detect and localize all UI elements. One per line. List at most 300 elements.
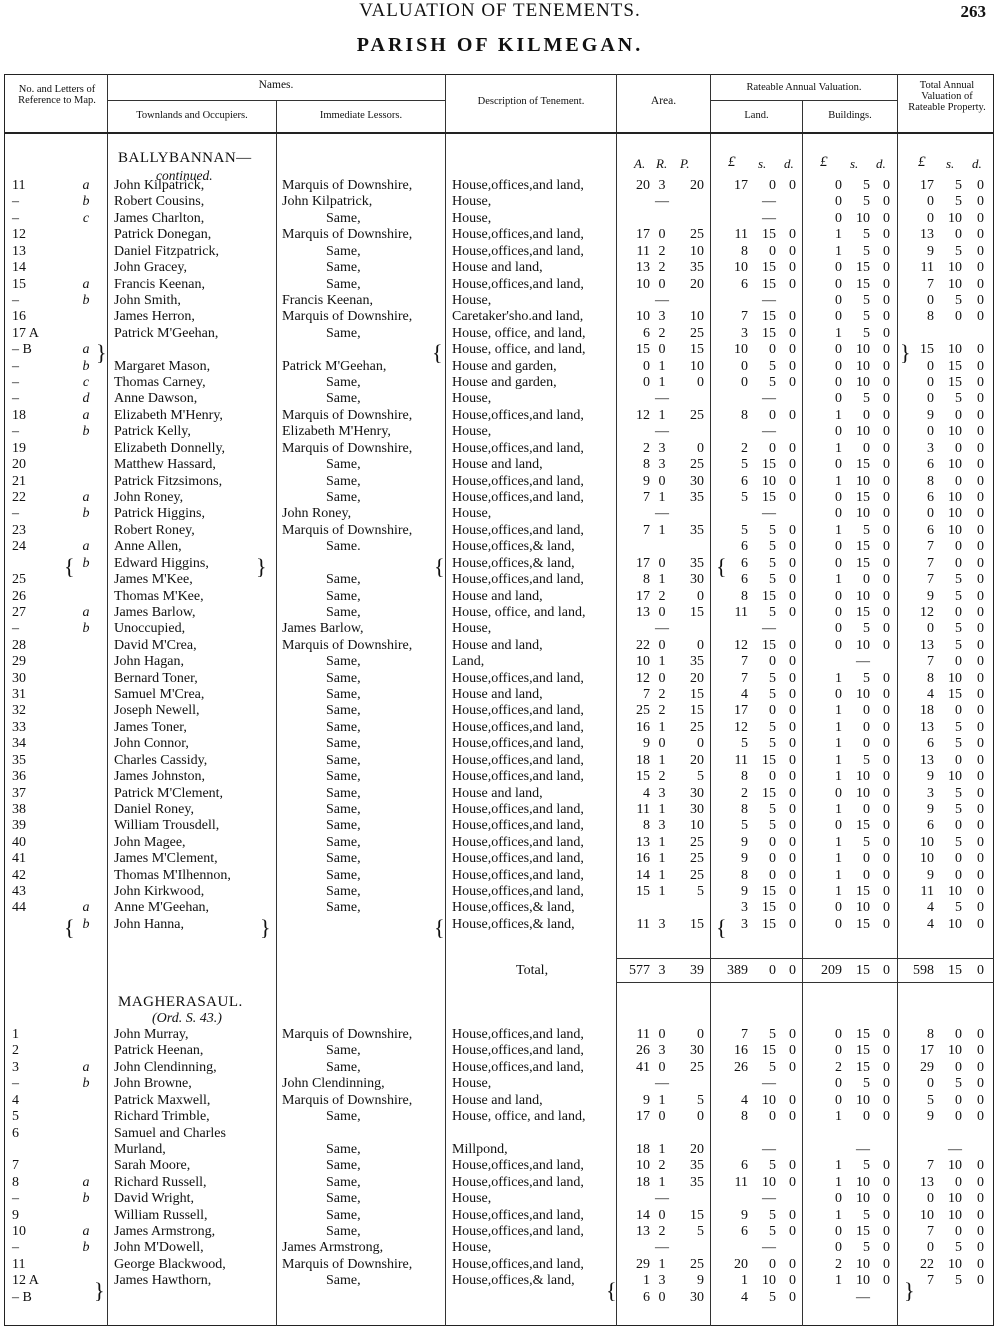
occupier: John Hanna,	[114, 916, 184, 932]
ref-letter: c	[82, 375, 90, 391]
area-roods: 0	[658, 227, 666, 243]
area-roods: 1	[658, 654, 666, 670]
total-pence: 0	[977, 473, 984, 489]
area-roods: —	[655, 1191, 669, 1207]
ref-number: 2	[12, 1043, 19, 1059]
area-roods: 1	[658, 1092, 666, 1108]
ref-letter: a	[82, 539, 90, 555]
table-row	[0, 326, 1000, 342]
area-roods: —	[655, 424, 669, 440]
total-pence: 0	[977, 358, 984, 374]
buildings-pounds: 1	[835, 670, 842, 686]
lessor: Same,	[326, 604, 361, 620]
ref-number: –	[12, 358, 19, 374]
area-acres: 12	[636, 670, 650, 686]
lessor: Same,	[326, 769, 361, 785]
land-pounds: 3	[741, 916, 748, 932]
total-pounds: 7	[927, 539, 934, 555]
land-shillings: 0	[769, 243, 776, 259]
brace-mark: {	[716, 915, 727, 940]
land-pence: 0	[789, 818, 796, 834]
total-pounds: 9	[927, 1109, 934, 1125]
buildings-pounds: 1	[835, 473, 842, 489]
total-pence: 0	[977, 506, 984, 522]
ref-number: 11	[12, 178, 26, 193]
land-shillings: 5	[769, 1207, 776, 1223]
col-header-lessors: Immediate Lessors.	[319, 110, 403, 121]
area-acres: 17	[636, 555, 650, 571]
lessor: Same,	[326, 736, 361, 752]
occupier: John Murray,	[114, 1027, 189, 1042]
land-shillings: 15	[762, 588, 776, 604]
table-row	[0, 309, 1000, 325]
buildings-shillings: 10	[856, 210, 870, 226]
occupier: George Blackwood,	[114, 1256, 226, 1272]
buildings-pounds: 0	[835, 358, 842, 374]
land-pence: 0	[789, 522, 796, 538]
area-perches: 10	[690, 818, 704, 834]
land-pounds: 7	[741, 309, 748, 325]
area-perches: 0	[697, 375, 704, 391]
table-row	[0, 638, 1000, 654]
land-pounds: 7	[741, 654, 748, 670]
lessor: Same,	[326, 818, 361, 834]
total-pence: 0	[977, 1207, 984, 1223]
description: House,	[452, 506, 492, 522]
land-pence: 0	[789, 654, 796, 670]
lessor: Same,	[326, 260, 361, 276]
land-pence: 0	[789, 1158, 796, 1174]
lessor: James Barlow,	[282, 621, 364, 637]
area-perches: 30	[690, 1289, 704, 1305]
area-perches: 30	[690, 1043, 704, 1059]
total-pence: 0	[977, 276, 984, 292]
buildings-shillings: 5	[863, 670, 870, 686]
total-shillings: 0	[955, 1224, 962, 1240]
total-pounds: 7	[927, 555, 934, 571]
land-pounds: 8	[741, 407, 748, 423]
total-pence: 0	[977, 1027, 984, 1042]
buildings-pounds: 1	[835, 1273, 842, 1289]
total-pounds: 8	[927, 1027, 934, 1042]
buildings-pounds: 0	[835, 637, 842, 653]
buildings-shillings: 15	[856, 260, 870, 276]
ref-number: 44	[12, 900, 26, 916]
table-row	[0, 359, 1000, 375]
area-roods: —	[655, 506, 669, 522]
buildings-pounds: 2	[835, 1256, 842, 1272]
total-shillings: 10	[948, 670, 962, 686]
buildings-pence: 0	[883, 752, 890, 768]
total-pounds: 0	[927, 210, 934, 226]
total-total-pence: 0	[977, 963, 984, 978]
total-shillings: 5	[955, 243, 962, 259]
land-pounds: 5	[741, 818, 748, 834]
total-pence: 0	[977, 457, 984, 473]
total-pence: 0	[977, 424, 984, 440]
total-shillings: 5	[955, 736, 962, 752]
ref-letter: a	[82, 407, 90, 423]
area-roods: 0	[658, 342, 666, 358]
occupier: Patrick M'Clement,	[114, 785, 224, 801]
lessor: Same,	[326, 457, 361, 473]
buildings-pounds: 0	[835, 621, 842, 637]
lessor: Marquis of Downshire,	[282, 178, 413, 193]
occupier: Patrick Maxwell,	[114, 1092, 211, 1108]
land-pounds: 7	[741, 670, 748, 686]
ref-number: 12 A	[12, 1273, 39, 1289]
table-row	[0, 539, 1000, 555]
occupier: John Kilpatrick,	[114, 178, 205, 193]
table-row	[0, 1290, 1000, 1306]
total-shillings: 10	[948, 1207, 962, 1223]
buildings-pence: 0	[883, 1076, 890, 1092]
area-acres: 14	[636, 867, 650, 883]
land-pounds: 11	[734, 1174, 748, 1190]
land-shillings: 5	[769, 555, 776, 571]
description: House,	[452, 292, 492, 308]
buildings-shillings: 5	[863, 292, 870, 308]
land-shillings: —	[762, 391, 776, 407]
description: House,	[452, 424, 492, 440]
buildings-pounds: 1	[835, 834, 842, 850]
land-pence: 0	[789, 769, 796, 785]
area-perches: 30	[690, 473, 704, 489]
buildings-pounds: 0	[835, 260, 842, 276]
description: House,	[452, 1191, 492, 1207]
table-row	[0, 1158, 1000, 1174]
buildings-shillings: 0	[863, 572, 870, 588]
ref-letter: b	[82, 1076, 90, 1092]
area-roods: 1	[658, 884, 666, 900]
lessor: Same,	[326, 276, 361, 292]
buildings-shillings: 15	[856, 1027, 870, 1042]
buildings-shillings: 10	[856, 1273, 870, 1289]
area-acres: 9	[643, 736, 650, 752]
lessor: Same,	[326, 325, 361, 341]
occupier: Patrick Fitzsimons,	[114, 473, 223, 489]
total-pence: 0	[977, 227, 984, 243]
buildings-pence: 0	[883, 834, 890, 850]
total-pence: 0	[977, 489, 984, 505]
land-pounds: 5	[741, 736, 748, 752]
total-shillings: 0	[955, 473, 962, 489]
buildings-pence: 0	[883, 572, 890, 588]
buildings-shillings: 10	[856, 424, 870, 440]
area-perches: 0	[697, 736, 704, 752]
occupier: Thomas M'Ilhennon,	[114, 867, 231, 883]
ref-letter: a	[82, 1059, 90, 1075]
table-row	[0, 917, 1000, 933]
land-shillings: 15	[762, 276, 776, 292]
lessor: Same,	[326, 1273, 361, 1289]
buildings-pence: 0	[883, 194, 890, 210]
running-title: VALUATION OF TENEMENTS.	[359, 0, 641, 21]
buildings-pence: 0	[883, 243, 890, 259]
lessor: Patrick M'Geehan,	[282, 358, 387, 374]
total-pounds: 13	[920, 719, 934, 735]
area-perches: 35	[690, 260, 704, 276]
land-pounds: 12	[734, 719, 748, 735]
buildings-shillings: 0	[863, 867, 870, 883]
occupier: Daniel Roney,	[114, 801, 194, 817]
total-pence: 0	[977, 1043, 984, 1059]
buildings-pounds: 0	[835, 342, 842, 358]
buildings-pence: 0	[883, 555, 890, 571]
ref-number: –	[12, 1240, 19, 1256]
land-pence: 0	[789, 851, 796, 867]
ref-number: 7	[12, 1158, 19, 1174]
lessor: Marquis of Downshire,	[282, 309, 413, 325]
lessor: Same,	[326, 588, 361, 604]
total-pence: 0	[977, 375, 984, 391]
land-shillings: —	[762, 1191, 776, 1207]
land-pence: 0	[789, 407, 796, 423]
description: House,	[452, 1240, 492, 1256]
description: House and garden,	[452, 375, 557, 391]
buildings-pounds: 0	[835, 588, 842, 604]
ref-number: 38	[12, 801, 26, 817]
land-pence: 0	[789, 785, 796, 801]
total-shillings: 0	[955, 1027, 962, 1042]
description: House,offices,& land,	[452, 916, 575, 932]
area-acres: 0	[643, 358, 650, 374]
col-header-description: Description of Tenement.	[477, 96, 585, 107]
land-shillings: —	[762, 506, 776, 522]
total-pence: 0	[977, 440, 984, 456]
total-pence: 0	[977, 785, 984, 801]
table-row	[0, 720, 1000, 736]
total-shillings: 5	[955, 785, 962, 801]
table-row	[0, 1027, 1000, 1043]
lessor: Same,	[326, 884, 361, 900]
area-acres: 18	[636, 1141, 650, 1157]
occupier: Sarah Moore,	[114, 1158, 191, 1174]
area-acres: 14	[636, 1207, 650, 1223]
total-pence: 0	[977, 1224, 984, 1240]
occupier: James Barlow,	[114, 604, 196, 620]
ref-number: –	[12, 292, 19, 308]
ref-number: 12	[12, 227, 26, 243]
buildings-pence: 0	[883, 473, 890, 489]
table-row	[0, 1191, 1000, 1207]
buildings-shillings: 5	[863, 522, 870, 538]
buildings-pence: 0	[883, 309, 890, 325]
land-shillings: 0	[769, 342, 776, 358]
buildings-pounds: 0	[835, 1191, 842, 1207]
lessor: Marquis of Downshire,	[282, 440, 413, 456]
buildings-pence: 0	[883, 588, 890, 604]
description: House,offices,and land,	[452, 769, 584, 785]
land-pence: 0	[789, 325, 796, 341]
buildings-pence: 0	[883, 178, 890, 193]
total-pence: 0	[977, 752, 984, 768]
total-area-roods: 3	[658, 963, 666, 978]
lessor: John Kilpatrick,	[282, 194, 373, 210]
buildings-shillings: 15	[856, 884, 870, 900]
area-roods: 2	[658, 243, 666, 259]
occupier: Robert Cousins,	[114, 194, 205, 210]
buildings-shillings: 10	[856, 1174, 870, 1190]
ref-number: 43	[12, 884, 26, 900]
total-pence: 0	[977, 572, 984, 588]
description: House, office, and land,	[452, 1109, 586, 1125]
land-pounds: 9	[741, 851, 748, 867]
area-acres: 2	[643, 440, 650, 456]
buildings-pounds: 1	[835, 703, 842, 719]
total-pounds: 0	[927, 391, 934, 407]
area-acres: 26	[636, 1043, 650, 1059]
total-pence: 0	[977, 539, 984, 555]
land-pounds: 17	[734, 178, 748, 193]
land-pence: 0	[789, 687, 796, 703]
area-perches: 15	[690, 703, 704, 719]
buildings-pounds: 0	[835, 276, 842, 292]
ref-number: –	[12, 424, 19, 440]
land-shillings: 5	[769, 522, 776, 538]
buildings-pence: 0	[883, 424, 890, 440]
total-shillings: 10	[948, 342, 962, 358]
description: House,	[452, 194, 492, 210]
lessor: Marquis of Downshire,	[282, 1256, 413, 1272]
total-shillings: 0	[955, 703, 962, 719]
total-pence: 0	[977, 588, 984, 604]
ref-letter: a	[82, 1174, 90, 1190]
area-perches: 20	[690, 1141, 704, 1157]
land-pence: 0	[789, 178, 796, 193]
area-roods: 1	[658, 719, 666, 735]
land-pence: 0	[789, 1289, 796, 1305]
buildings-pounds: 0	[835, 194, 842, 210]
occupier: John Smith,	[114, 292, 181, 308]
buildings-pounds: 1	[835, 719, 842, 735]
table-row	[0, 802, 1000, 818]
area-roods: 1	[658, 801, 666, 817]
table-row	[0, 244, 1000, 260]
land-shillings: 0	[769, 769, 776, 785]
buildings-pence: 0	[883, 325, 890, 341]
buildings-pounds: 0	[835, 210, 842, 226]
land-shillings: 15	[762, 916, 776, 932]
description: House,offices,and land,	[452, 440, 584, 456]
area-roods: 3	[658, 457, 666, 473]
table-row	[0, 851, 1000, 867]
buildings-pounds: 1	[835, 243, 842, 259]
total-shillings: 0	[955, 1174, 962, 1190]
area-acres: 15	[636, 884, 650, 900]
total-pence: 0	[977, 178, 984, 193]
area-roods: —	[655, 391, 669, 407]
rule	[107, 100, 445, 101]
land-shillings: 0	[769, 834, 776, 850]
lessor: Same,	[326, 752, 361, 768]
buildings-pounds: 0	[835, 687, 842, 703]
total-pounds: 4	[927, 916, 934, 932]
table-row	[0, 605, 1000, 621]
buildings-pence: 0	[883, 1027, 890, 1042]
land-shillings: 5	[769, 572, 776, 588]
ref-number: –	[12, 391, 19, 407]
buildings-shillings: 15	[856, 539, 870, 555]
total-pounds: 0	[927, 1240, 934, 1256]
rule	[710, 100, 897, 101]
buildings-pounds: 0	[835, 424, 842, 440]
land-shillings: 0	[769, 1109, 776, 1125]
table-row	[0, 589, 1000, 605]
buildings-pence: 0	[883, 621, 890, 637]
land-pence: 0	[789, 884, 796, 900]
total-pounds: 4	[927, 900, 934, 916]
area-acres: 10	[636, 276, 650, 292]
total-pounds: 15	[920, 342, 934, 358]
area-perches: 15	[690, 916, 704, 932]
area-roods: 1	[658, 572, 666, 588]
land-shillings: 5	[769, 670, 776, 686]
total-shillings: 0	[955, 752, 962, 768]
area-perches: 25	[690, 867, 704, 883]
table-row	[0, 474, 1000, 490]
land-pounds: 11	[734, 227, 748, 243]
unit-pound-buildings: £	[820, 154, 828, 170]
lessor: Same,	[326, 489, 361, 505]
land-pounds: 8	[741, 243, 748, 259]
land-pounds: 1	[741, 1273, 748, 1289]
ref-number: 10	[12, 1224, 26, 1240]
lessor: Same,	[326, 1174, 361, 1190]
land-pence: 0	[789, 801, 796, 817]
description: House,offices,and land,	[452, 1059, 584, 1075]
ref-number: 27	[12, 604, 26, 620]
description: House,offices,and land,	[452, 1043, 584, 1059]
buildings-pence: 0	[883, 210, 890, 226]
brace-mark: }	[904, 1278, 915, 1303]
lessor: Same,	[326, 719, 361, 735]
land-shillings: 15	[762, 489, 776, 505]
buildings-pence: 0	[883, 358, 890, 374]
lessor: Same,	[326, 1158, 361, 1174]
buildings-shillings: 5	[863, 1240, 870, 1256]
land-shillings: 0	[769, 703, 776, 719]
ref-number: 4	[12, 1092, 19, 1108]
ref-number: 29	[12, 654, 26, 670]
total-pence: 0	[977, 342, 984, 358]
area-roods: 3	[658, 1043, 666, 1059]
townland-note: continued.	[156, 168, 213, 183]
total-pence: 0	[977, 851, 984, 867]
table-row	[0, 786, 1000, 802]
unit-pence-buildings: d.	[876, 156, 886, 171]
area-perches: 25	[690, 407, 704, 423]
land-pounds: 8	[741, 867, 748, 883]
total-pounds: 0	[927, 621, 934, 637]
table-row	[0, 457, 1000, 473]
total-shillings: 5	[955, 834, 962, 850]
total-pounds: 0	[927, 375, 934, 391]
area-perches: 5	[697, 1224, 704, 1240]
table-row	[0, 671, 1000, 687]
buildings-pence: 0	[883, 900, 890, 916]
area-roods: 2	[658, 260, 666, 276]
description: House,offices,and land,	[452, 834, 584, 850]
ref-letter: b	[82, 1240, 90, 1256]
total-pence: 0	[977, 637, 984, 653]
table-row	[0, 227, 1000, 243]
area-acres: 8	[643, 818, 650, 834]
total-pounds: 6	[927, 818, 934, 834]
ref-letter: b	[82, 358, 90, 374]
brace-mark: }	[96, 340, 107, 365]
area-roods: 0	[658, 604, 666, 620]
